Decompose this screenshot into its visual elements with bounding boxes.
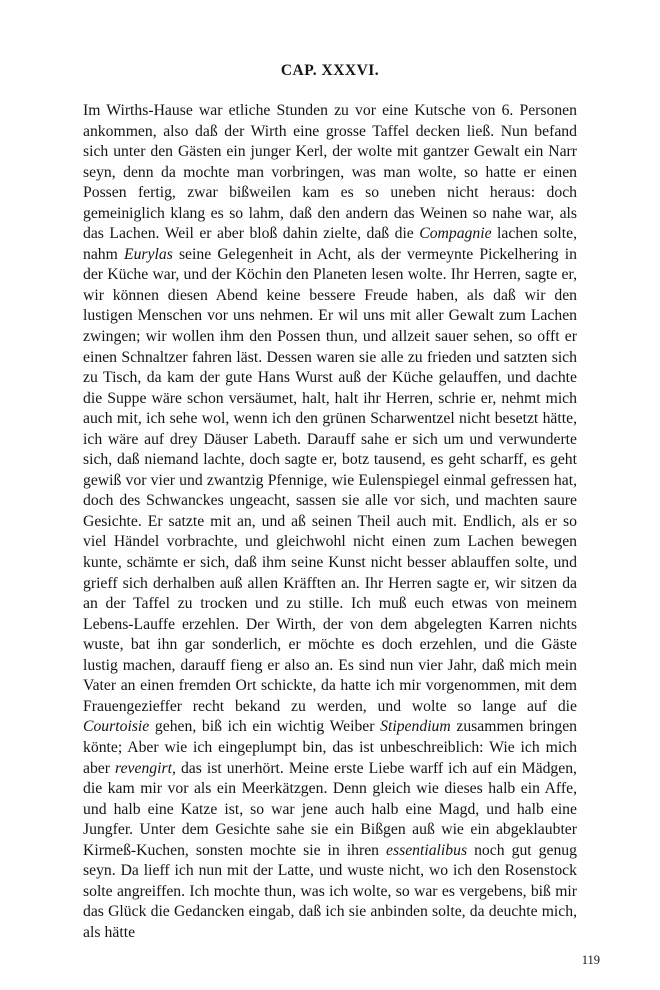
body-text-segment: noch gut genug seyn. Da lieff ich nun mit der Latte, und wuste nicht, wo ich den Rosenstock solte angreiffen. Ich mochte thun, was ich wolte, so war es vergebens, biß mir das Glück die Gedancken eingab, daß ich sie anbinden solte, da deuchte mich, als hätte [83, 841, 577, 941]
page-number: 119 [581, 953, 600, 967]
body-text-italic-segment: Stipendium [380, 718, 451, 736]
body-text-segment: Im Wirths-Hause war etliche Stunden zu vor eine Kutsche von 6. Personen ankommen, also daß der Wirth eine grosse Taffel decken ließ. Nun befand sich unter den Gästen ein junger Kerl, der wolte mit gantzer Gewalt ein Narr seyn, denn da mochte man vorbringen, was man wolte, so hatte er einen Possen fertig, zwar bißweilen kam es so uneben nicht heraus: doch gemeiniglich klang es so lahm, daß den andern das Weinen so nahe war, als das Lachen. Weil er aber bloß dahin zielte, daß die [83, 102, 577, 243]
body-text-italic-segment: essentialibus [386, 841, 468, 859]
body-text-italic-segment: revengirt, [115, 759, 176, 777]
body-text-segment: gehen, biß ich ein wichtig Weiber [149, 718, 381, 736]
body-text-segment: seine Gelegenheit in Acht, als der vermeynte Pickelhering in der Küche war, und der Köchin den Planeten lesen wolte. Ihr Herren, sagte er, wir können diesen Abend keine bessere Freude haben, als daß wir den lustigen Menschen vor uns nehmen. Er wil uns mit aller Gewalt zum Lachen zwingen; wir wollen ihm den Possen thun, und allzeit sauer sehen, so offt er einen Schnaltzer fahren läst. Dessen waren sie alle zu frieden und satzten sich zu Tisch, da kam der gute Hans Wurst auß der Küche gelauffen, und dachte die Suppe wäre schon versäumet, halt, halt ihr Herren, schrie er, nehmt mich auch mit, ich sehe wol, wenn ich den grünen Scharwentzel nicht besetzt hätte, ich wäre auf drey Däuser Labeth. Darauff sahe er sich um und verwunderte sich, daß niemand lachte, doch sagte er, botz tausend, es geht scharff, es geht gewiß vor vier und zwantzig Pfennige, wie Eulenspiegel einmal gefressen hat, doch des Schwanckes ungeacht, sassen sie alle vor sich, und machten saure Gesichte. Er satzte mit an, und aß seinen Theil auch mit. Endlich, als er so viel Händel vorbrachte, und gleichwohl nicht einen zum Lachen bewegen kunte, schämte er sich, daß ihm seine Kunst nicht besser ablauffen solte, und grieff sich derhalben auß allen Kräfften an. Ihr Herren sagte er, wir sitzen da an der Taffel zu trocken und zu stille. Ich muß euch etwas von meinem Lebens-Lauffe erzehlen. Der Wirth, der von dem abgelegten Karren nichts wuste, bat ihn gar sonderlich, er möchte es doch erzehlen, und die Gäste lustig machen, darauff fieng er also an. Es sind nun vier Jahr, daß mich mein Vater an einen fremden Ort schickte, da hatte ich mir vorgenommen, mit dem Frauengezieffer recht bekand zu werden, und wolte so lange auf die [83, 245, 577, 715]
body-text-segment: zusammen bringen könte; Aber wie ich eingeplumpt bin, das ist unbeschreiblich: Wie ich mich aber [83, 718, 578, 777]
body-text-italic-segment: Eurylas [124, 245, 173, 263]
body-text-italic-segment: Compagnie [419, 225, 492, 243]
page-content [83, 0, 577, 943]
body-text-italic-segment: Courtoisie [83, 718, 150, 736]
body-text-segment: lachen solte, nahm [83, 225, 577, 263]
body-text-segment: das ist unerhört. Meine erste Liebe warff ich auf ein Mädgen, die kam mir vor als ein Meerkätzgen. Denn gleich wie dieses halb ein Affe, und halb eine Katze ist, so war jene auch halb eine Magd, und halb eine Jungfer. Unter dem Gesichte sahe sie ein Bißgen auß wie ein abgeklaubter Kirmeß-Kuchen, sonsten mochte sie in ihren [83, 759, 577, 859]
body-text [83, 101, 577, 943]
chapter-heading: CAP. XXXVI. [280, 62, 380, 79]
